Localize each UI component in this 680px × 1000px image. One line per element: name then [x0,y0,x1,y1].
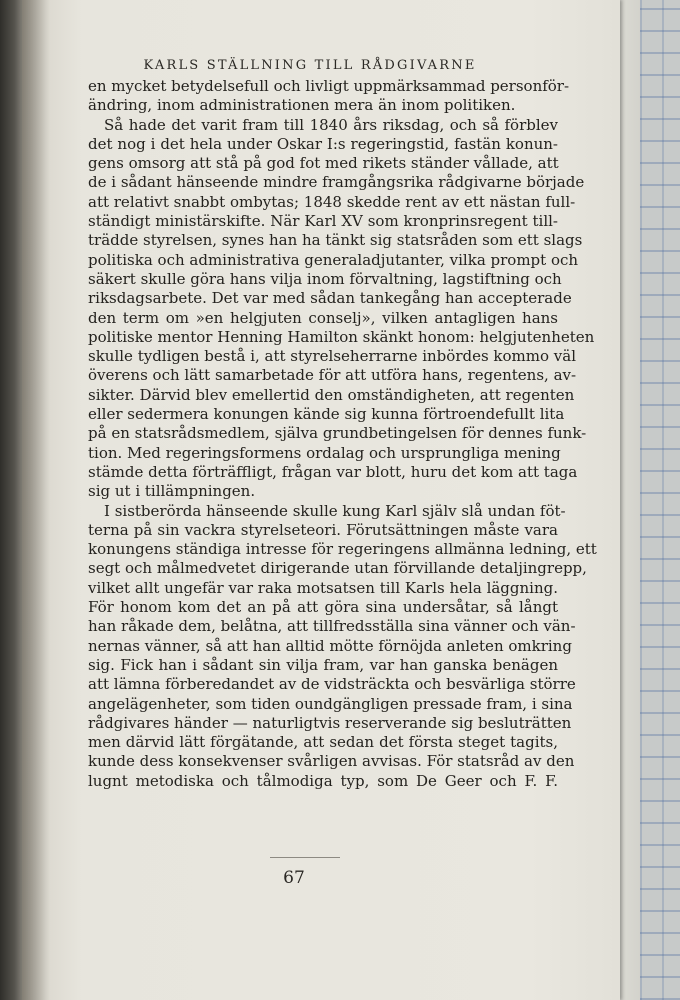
grid-backing-sheet [640,0,680,1000]
text-line: det nog i det hela under Oskar I:s regeringstid, fastän konun- [88,134,558,153]
scanner-background-left [0,0,24,1000]
text-line: skulle tydligen bestå i, att styrelseherrarne inbördes kommo väl [88,347,577,366]
text-line: eller sedermera konungen kände sig kunna förtroendefullt lita [88,405,565,424]
gutter-shadow [22,0,50,1000]
text-line: stämde detta förträffligt, frågan var blott, huru det kom att taga [88,462,578,481]
text-line: segt och målmedvetet dirigerande utan förvillande detaljingrepp, [88,559,587,578]
text-line: I sistberörda hänseende skulle kung Karl själv slå undan föt- [104,501,566,520]
text-line: på en statsrådsmedlem, själva grundbetingelsen för dennes funk- [88,424,587,443]
text-line: politiska och administrativa generaladjutanter, vilka prompt och [88,250,579,269]
text-line: vilket allt ungefär var raka motsatsen till Karls hela läggning. [88,578,558,597]
text-line: gens omsorg att stå på god fot med rikets ständer vållade, att [88,154,559,173]
text-line: lugnt metodiska och tålmodiga typ, som De Geer och F. F. [88,771,558,790]
text-line: att relativt snabbt ombytas; 1848 skedde rent av ett nästan full- [88,192,576,211]
text-line: För honom kom det an på att göra sina undersåtar, så långt [88,598,558,617]
text-line: han råkade dem, belåtna, att tillfredsställa sina vänner och vän- [88,617,576,636]
text-line: nernas vänner, så att han alltid mötte förnöjda anleten omkring [88,636,572,655]
text-line: Så hade det varit fram till 1840 års riksdag, och så förblev [104,115,558,134]
text-line: angelägenheter, som tiden oundgängligen pressade fram, i sina [88,694,573,713]
text-line: men därvid lätt förgätande, att sedan det första steget tagits, [88,733,558,752]
text-line: trädde styrelsen, synes han ha tänkt sig statsråden som ett slags [88,231,583,250]
page-number: 67 [283,868,305,888]
text-line: en mycket betydelsefull och livligt uppmärksammad personför- [88,77,570,95]
text-line: att lämna förberedandet av de vidsträckta och besvärliga större [88,675,576,694]
text-line: rådgivares händer — naturligtvis reserverande sig besluträtten [88,713,572,732]
text-line: kunde dess konsekvenser svårligen avvisas. För statsråd av den [88,752,575,771]
text-line: de i sådant hänseende mindre framgångsrika rådgivarne började [88,173,585,192]
text-line: konungens ständiga intresse för regeringens allmänna ledning, ett [88,540,597,559]
footer-rule [270,857,340,858]
text-line: den term om »en helgjuten conselj», vilken antagligen hans [88,308,558,327]
text-line: terna på sin vackra styrelseteori. Förutsättningen måste vara [88,520,558,539]
text-line: ändring, inom administrationen mera än inom politiken. [88,96,516,115]
body-text [88,77,597,791]
text-line: överens och lätt samarbetade för att utföra hans, regentens, av- [88,366,577,385]
text-line: sikter. Därvid blev emellertid den omständigheten, att regenten [88,385,575,404]
text-line: säkert skulle göra hans vilja inom förvaltning, lagstiftning och [88,269,562,288]
text-line: sig. Fick han i sådant sin vilja fram, var han ganska benägen [88,655,558,674]
running-head: KARLS STÄLLNING TILL RÅDGIVARNE [143,58,477,73]
text-line: sig ut i tillämpningen. [88,482,256,501]
text-line: ständigt ministärskifte. När Karl XV som kronprinsregent till- [88,212,558,231]
text-line: riksdagsarbete. Det var med sådan tankegång han accepterade [88,289,572,308]
text-line: politiske mentor Henning Hamilton skänkt honom: helgjutenheten [88,327,595,346]
text-line: tion. Med regeringsformens ordalag och ursprungliga mening [88,443,561,462]
